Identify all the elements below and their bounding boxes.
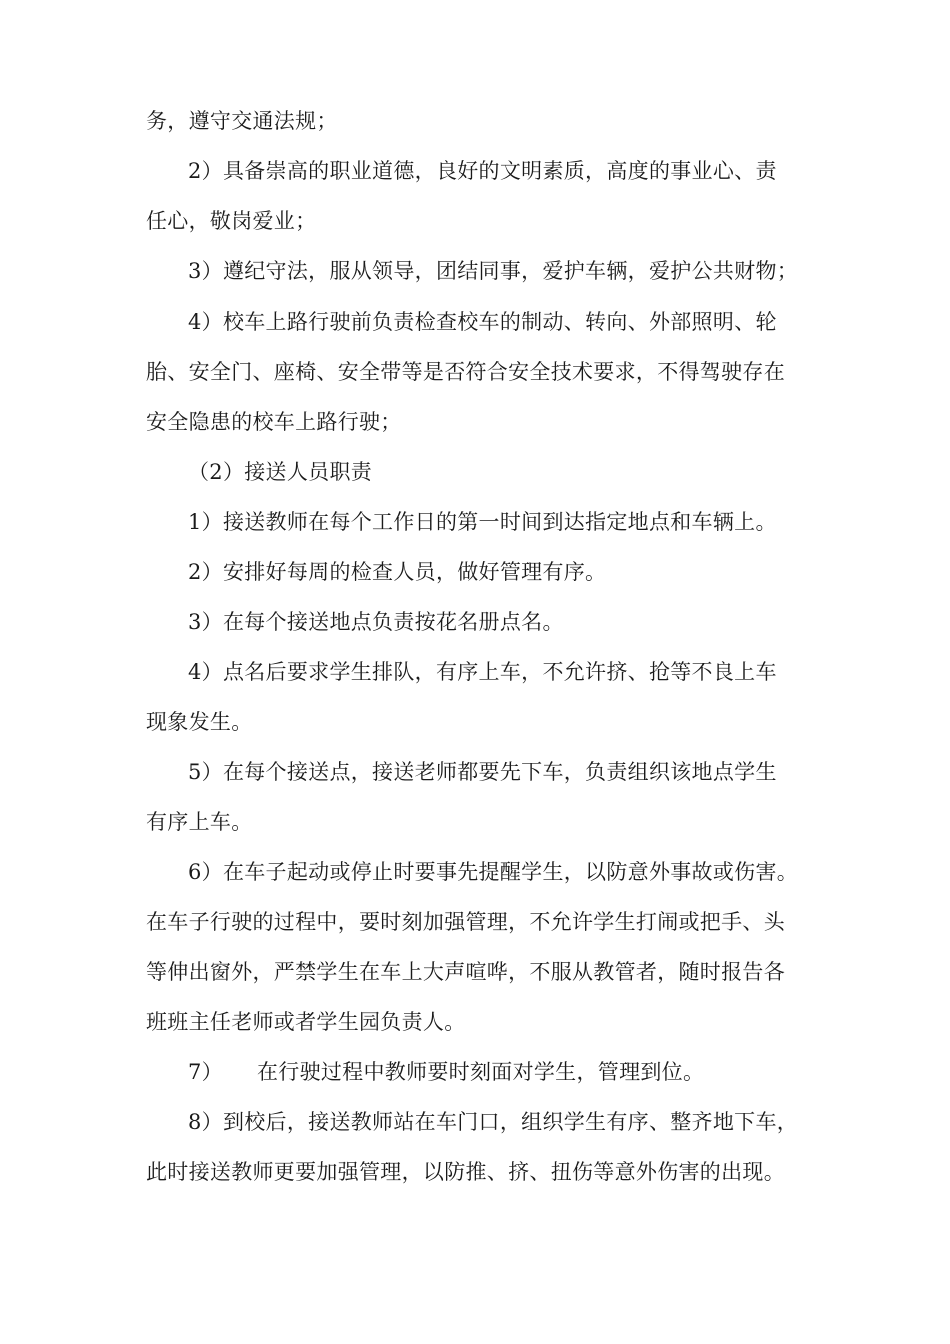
text-line: 安全隐患的校车上路行驶；: [146, 410, 402, 434]
text-line: 务，遵守交通法规；: [146, 109, 338, 133]
text-line: 此时接送教师更要加强管理，以防推、挤、扭伤等意外伤害的出现。: [146, 1160, 785, 1184]
text-line: 4）点名后要求学生排队，有序上车，不允许挤、抢等不良上车: [188, 660, 777, 684]
section-heading: （2）接送人员职责: [188, 460, 373, 484]
text-line: 任心，敬岗爱业；: [146, 209, 317, 233]
text-line: 有序上车。: [146, 810, 253, 834]
text-line: 2）安排好每周的检查人员，做好管理有序。: [188, 560, 607, 584]
text-line: 胎、安全门、座椅、安全带等是否符合安全技术要求，不得驾驶存在: [146, 360, 785, 384]
item-text: 在行驶过程中教师要时刻面对学生，管理到位。: [256, 1060, 705, 1084]
item-number: 7）: [188, 1060, 223, 1084]
text-line: 5）在每个接送点，接送老师都要先下车，负责组织该地点学生: [188, 760, 777, 784]
text-line: 8）到校后，接送教师站在车门口，组织学生有序、整齐地下车，: [188, 1110, 799, 1134]
text-line: 1）接送教师在每个工作日的第一时间到达指定地点和车辆上。: [188, 510, 777, 534]
text-line: 现象发生。: [146, 710, 253, 734]
text-line: 6）在车子起动或停止时要事先提醒学生，以防意外事故或伤害。: [188, 860, 799, 884]
text-line: 等伸出窗外，严禁学生在车上大声喧哗，不服从教管者，随时报告各: [146, 960, 785, 984]
text-line: 班班主任老师或者学生园负责人。: [146, 1010, 466, 1034]
text-line: 4）校车上路行驶前负责检查校车的制动、转向、外部照明、轮: [188, 310, 777, 334]
text-line: 在车子行驶的过程中，要时刻加强管理，不允许学生打闹或把手、头: [146, 910, 785, 934]
text-line: [188, 1056, 704, 1088]
text-line: 2）具备崇高的职业道德，良好的文明素质，高度的事业心、责: [188, 159, 777, 183]
text-line: 3）遵纪守法，服从领导，团结同事，爱护车辆，爱护公共财物；: [188, 259, 799, 283]
text-line: 3）在每个接送地点负责按花名册点名。: [188, 610, 564, 634]
